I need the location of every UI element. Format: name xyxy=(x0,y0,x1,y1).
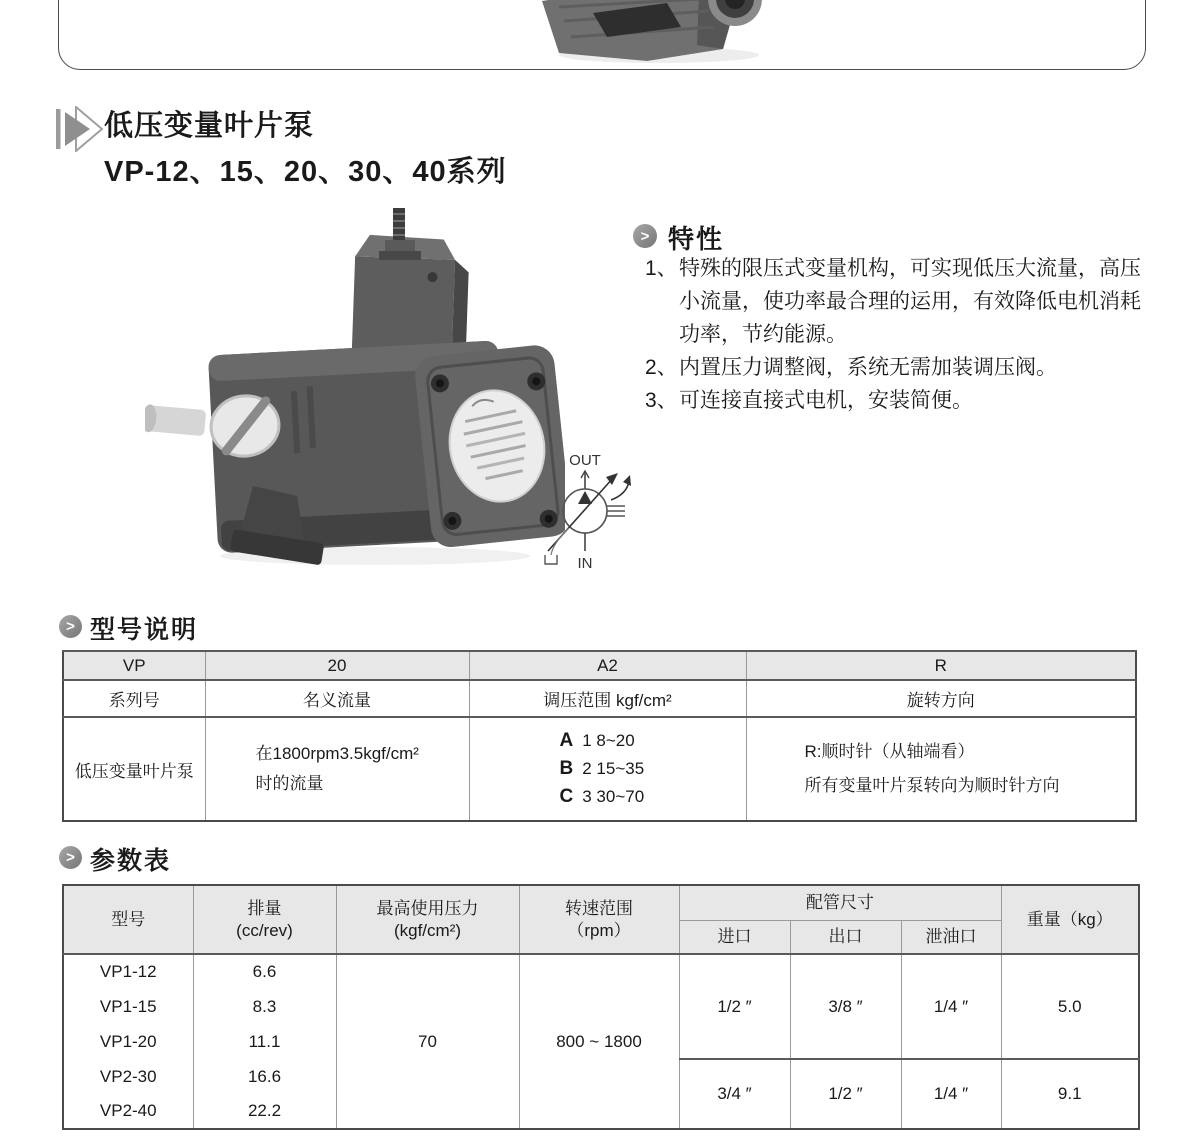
page-title xyxy=(104,103,507,195)
header-model: 型号 xyxy=(63,885,193,954)
pressure-ranges xyxy=(469,717,746,821)
model-name: VP2-40 xyxy=(63,1094,193,1129)
displacement-value: 16.6 xyxy=(193,1059,336,1094)
feature-text-line: 特殊的限压式变量机构，可实现低压大流量，高压 xyxy=(679,257,1141,280)
params-heading: 参数表 xyxy=(90,847,172,875)
feature-number: 2、 xyxy=(645,356,678,379)
range-line-a xyxy=(560,727,746,755)
feature-item xyxy=(645,351,1141,384)
outlet-value: 1/2 ″ xyxy=(790,1059,901,1129)
range-value-b: 2 15~35 xyxy=(582,759,645,778)
model-heading: 型号说明 xyxy=(90,616,199,644)
header-drain: 泄油口 xyxy=(901,921,1001,955)
outlet-value: 3/8 ″ xyxy=(790,954,901,1059)
model-name: VP1-20 xyxy=(63,1024,193,1059)
pump-symbol xyxy=(533,448,648,578)
flow-spec-line1: 在1800rpm3.5kgf/cm² xyxy=(255,744,419,763)
header-displacement: 排量 (cc/rev) xyxy=(193,885,336,954)
feature-text-line: 小流量，使功率最合理的运用，有效降低电机消耗 xyxy=(679,290,1141,313)
model-name: VP2-30 xyxy=(63,1059,193,1094)
model-table xyxy=(62,650,1137,822)
flow-spec xyxy=(205,717,469,821)
drain-value: 1/4 ″ xyxy=(901,1059,1001,1129)
code-rotation: R xyxy=(746,651,1136,680)
range-line-b xyxy=(560,755,746,783)
label-pressure-range: 调压范围 kgf/cm² xyxy=(469,680,746,717)
displacement-value: 6.6 xyxy=(193,954,336,989)
displacement-value: 8.3 xyxy=(193,989,336,1024)
range-line-c xyxy=(560,783,746,811)
model-code-row xyxy=(63,651,1136,680)
range-value-a: 1 8~20 xyxy=(582,731,635,750)
header-weight: 重量（kg） xyxy=(1001,885,1139,954)
header-speed: 转速范围 （rpm） xyxy=(519,885,679,954)
series-name: 低压变量叶片泵 xyxy=(63,717,205,821)
pump-photo xyxy=(145,198,565,568)
model-label-row xyxy=(63,680,1136,717)
pressure-value: 70 xyxy=(336,954,519,1129)
feature-item xyxy=(645,252,1141,351)
model-heading-icon: > xyxy=(59,615,82,638)
label-flow: 名义流量 xyxy=(205,680,469,717)
drain-value: 1/4 ″ xyxy=(901,954,1001,1059)
feature-number: 3、 xyxy=(645,389,678,412)
model-name: VP1-15 xyxy=(63,989,193,1024)
weight-value: 9.1 xyxy=(1001,1059,1139,1129)
header-piping: 配管尺寸 xyxy=(679,885,1001,921)
top-pump-photo-fragment xyxy=(59,0,1145,69)
params-heading-icon: > xyxy=(59,846,82,869)
label-series: 系列号 xyxy=(63,680,205,717)
displacement-value: 11.1 xyxy=(193,1024,336,1059)
feature-text-line: 内置压力调整阀，系统无需加装调压阀。 xyxy=(679,356,1057,379)
range-letter-c: C xyxy=(559,786,574,807)
range-value-c: 3 30~70 xyxy=(582,787,645,806)
symbol-out-label: OUT xyxy=(569,452,601,469)
feature-text-line: 功率，节约能源。 xyxy=(679,323,847,346)
model-body-row xyxy=(63,717,1136,821)
model-name: VP1-12 xyxy=(63,954,193,989)
feature-item xyxy=(645,384,1141,417)
inlet-value: 3/4 ″ xyxy=(679,1059,790,1129)
displacement-value: 22.2 xyxy=(193,1094,336,1129)
header-pressure: 最高使用压力 (kgf/cm²) xyxy=(336,885,519,954)
speed-value: 800 ~ 1800 xyxy=(519,954,679,1129)
weight-value: 5.0 xyxy=(1001,954,1139,1059)
page-title-line1: 低压变量叶片泵 xyxy=(104,110,315,142)
features-heading-icon: > xyxy=(633,224,657,248)
inlet-value: 1/2 ″ xyxy=(679,954,790,1059)
params-table xyxy=(62,884,1140,1130)
title-arrow-icon xyxy=(56,106,104,152)
code-pressure-range: A2 xyxy=(469,651,746,680)
page-title-line2: VP-12、15、20、30、40系列 xyxy=(104,156,507,188)
rotation-line2: 所有变量叶片泵转向为顺时针方向 xyxy=(804,776,1060,795)
code-series: VP xyxy=(63,651,205,680)
features-list xyxy=(645,252,1141,417)
code-flow: 20 xyxy=(205,651,469,680)
label-rotation: 旋转方向 xyxy=(746,680,1136,717)
header-inlet: 进口 xyxy=(679,921,790,955)
rotation-line1: R:顺时针（从轴端看） xyxy=(804,742,975,761)
flow-spec-line2: 时的流量 xyxy=(255,774,324,793)
param-row xyxy=(63,954,1139,989)
symbol-in-label: IN xyxy=(577,555,593,572)
top-photo-box xyxy=(58,0,1146,70)
rotation-spec xyxy=(746,717,1136,821)
feature-text-line: 可连接直接式电机，安装简便。 xyxy=(679,389,973,412)
range-letter-a: A xyxy=(559,730,574,751)
features-heading: 特性 xyxy=(668,224,725,254)
header-outlet: 出口 xyxy=(790,921,901,955)
range-letter-b: B xyxy=(559,758,574,779)
feature-number: 1、 xyxy=(645,257,678,280)
